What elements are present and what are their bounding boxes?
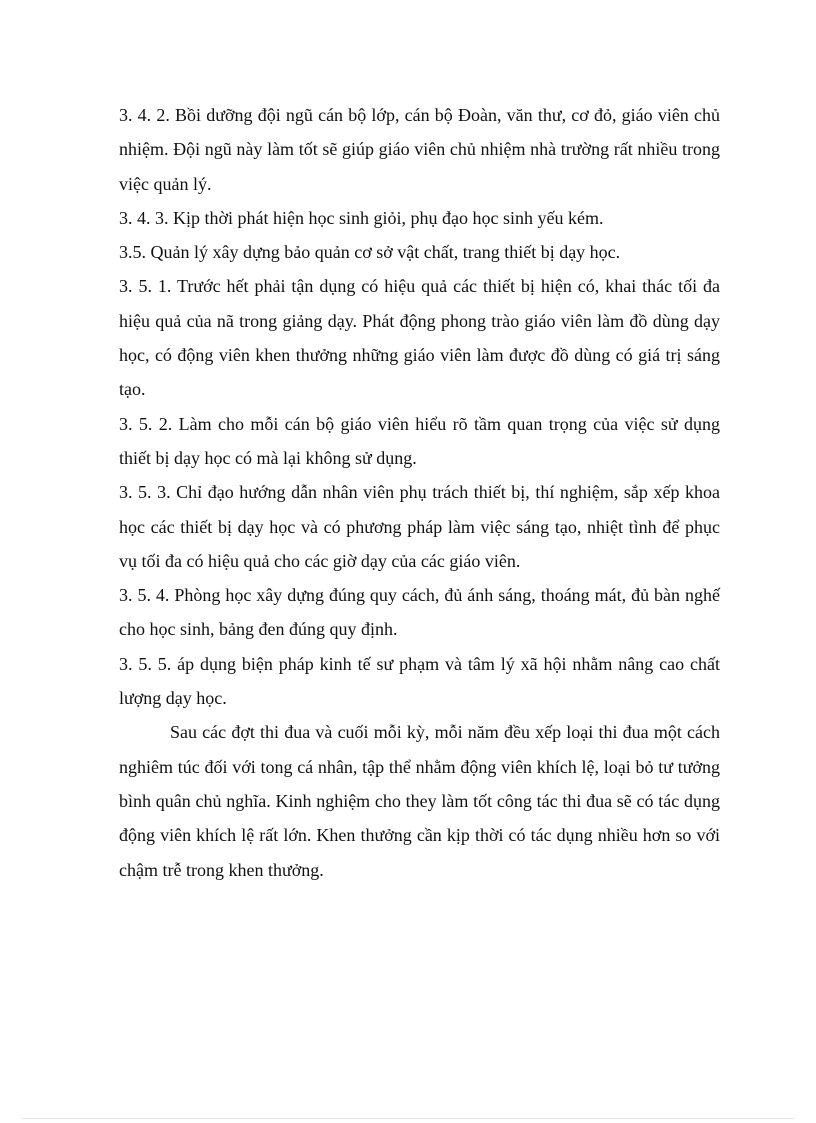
- paragraph-conclusion: Sau các đợt thi đua và cuối mỗi kỳ, mỗi năm đều xếp loại thi đua một cách nghiêm túc đối với tong cá nhân, tập thể nhằm động viên khích lệ, loại bỏ tư tưởng bình quân chủ nghĩa. Kinh nghiệm cho they làm tốt công tác thi đua sẽ có tác dụng động viên khích lệ rất lớn. Khen thưởng cần kịp thời có tác dụng nhiều hơn so với chậm trễ trong khen thưởng.: [119, 722, 720, 880]
- paragraph-3-5-1: 3. 5. 1. Trước hết phải tận dụng có hiệu quả các thiết bị hiện có, khai thác tối đa hiệu quả của nã trong giảng dạy. Phát động phong trào giáo viên làm đồ dùng dạy học, có động viên khen thưởng những giáo viên làm được đồ dùng có giá trị sáng tạo.: [119, 276, 720, 400]
- paragraph-3-4-2: 3. 4. 2. Bồi dưỡng đội ngũ cán bộ lớp, cán bộ Đoàn, văn thư, cơ đỏ, giáo viên chủ nhiệm. Đội ngũ này làm tốt sẽ giúp giáo viên chủ nhiệm nhà trường rất nhiều trong việc quản lý.: [119, 105, 720, 194]
- section-heading-3-5: 3.5. Quản lý xây dựng bảo quản cơ sở vật chất, trang thiết bị dạy học.: [119, 242, 621, 263]
- paragraph-3-5-2: 3. 5. 2. Làm cho mỗi cán bộ giáo viên hiểu rõ tầm quan trọng của việc sử dụng thiết bị dạy học có mà lại không sử dụng.: [119, 413, 720, 468]
- paragraph-3-5-3: 3. 5. 3. Chỉ đạo hướng dẫn nhân viên phụ trách thiết bị, thí nghiệm, sắp xếp khoa học các thiết bị dạy học và có phương pháp làm việc sáng tạo, nhiệt tình để phục vụ tối đa có hiệu quả cho các giờ dạy của các giáo viên.: [119, 482, 720, 571]
- paragraph-3-4-3: 3. 4. 3. Kịp thời phát hiện học sinh giỏi, phụ đạo học sinh yếu kém.: [119, 207, 604, 228]
- paragraph-3-5-5: 3. 5. 5. áp dụng biện pháp kinh tế sư phạm và tâm lý xã hội nhằm nâng cao chất lượng dạy học.: [119, 653, 720, 709]
- paragraph-3-5-4: 3. 5. 4. Phòng học xây dựng đúng quy cách, đủ ánh sáng, thoáng mát, đủ bàn nghế cho học sinh, bảng đen đúng quy định.: [119, 585, 720, 640]
- page-bottom-divider: [22, 1118, 794, 1119]
- document-body: [119, 98, 720, 887]
